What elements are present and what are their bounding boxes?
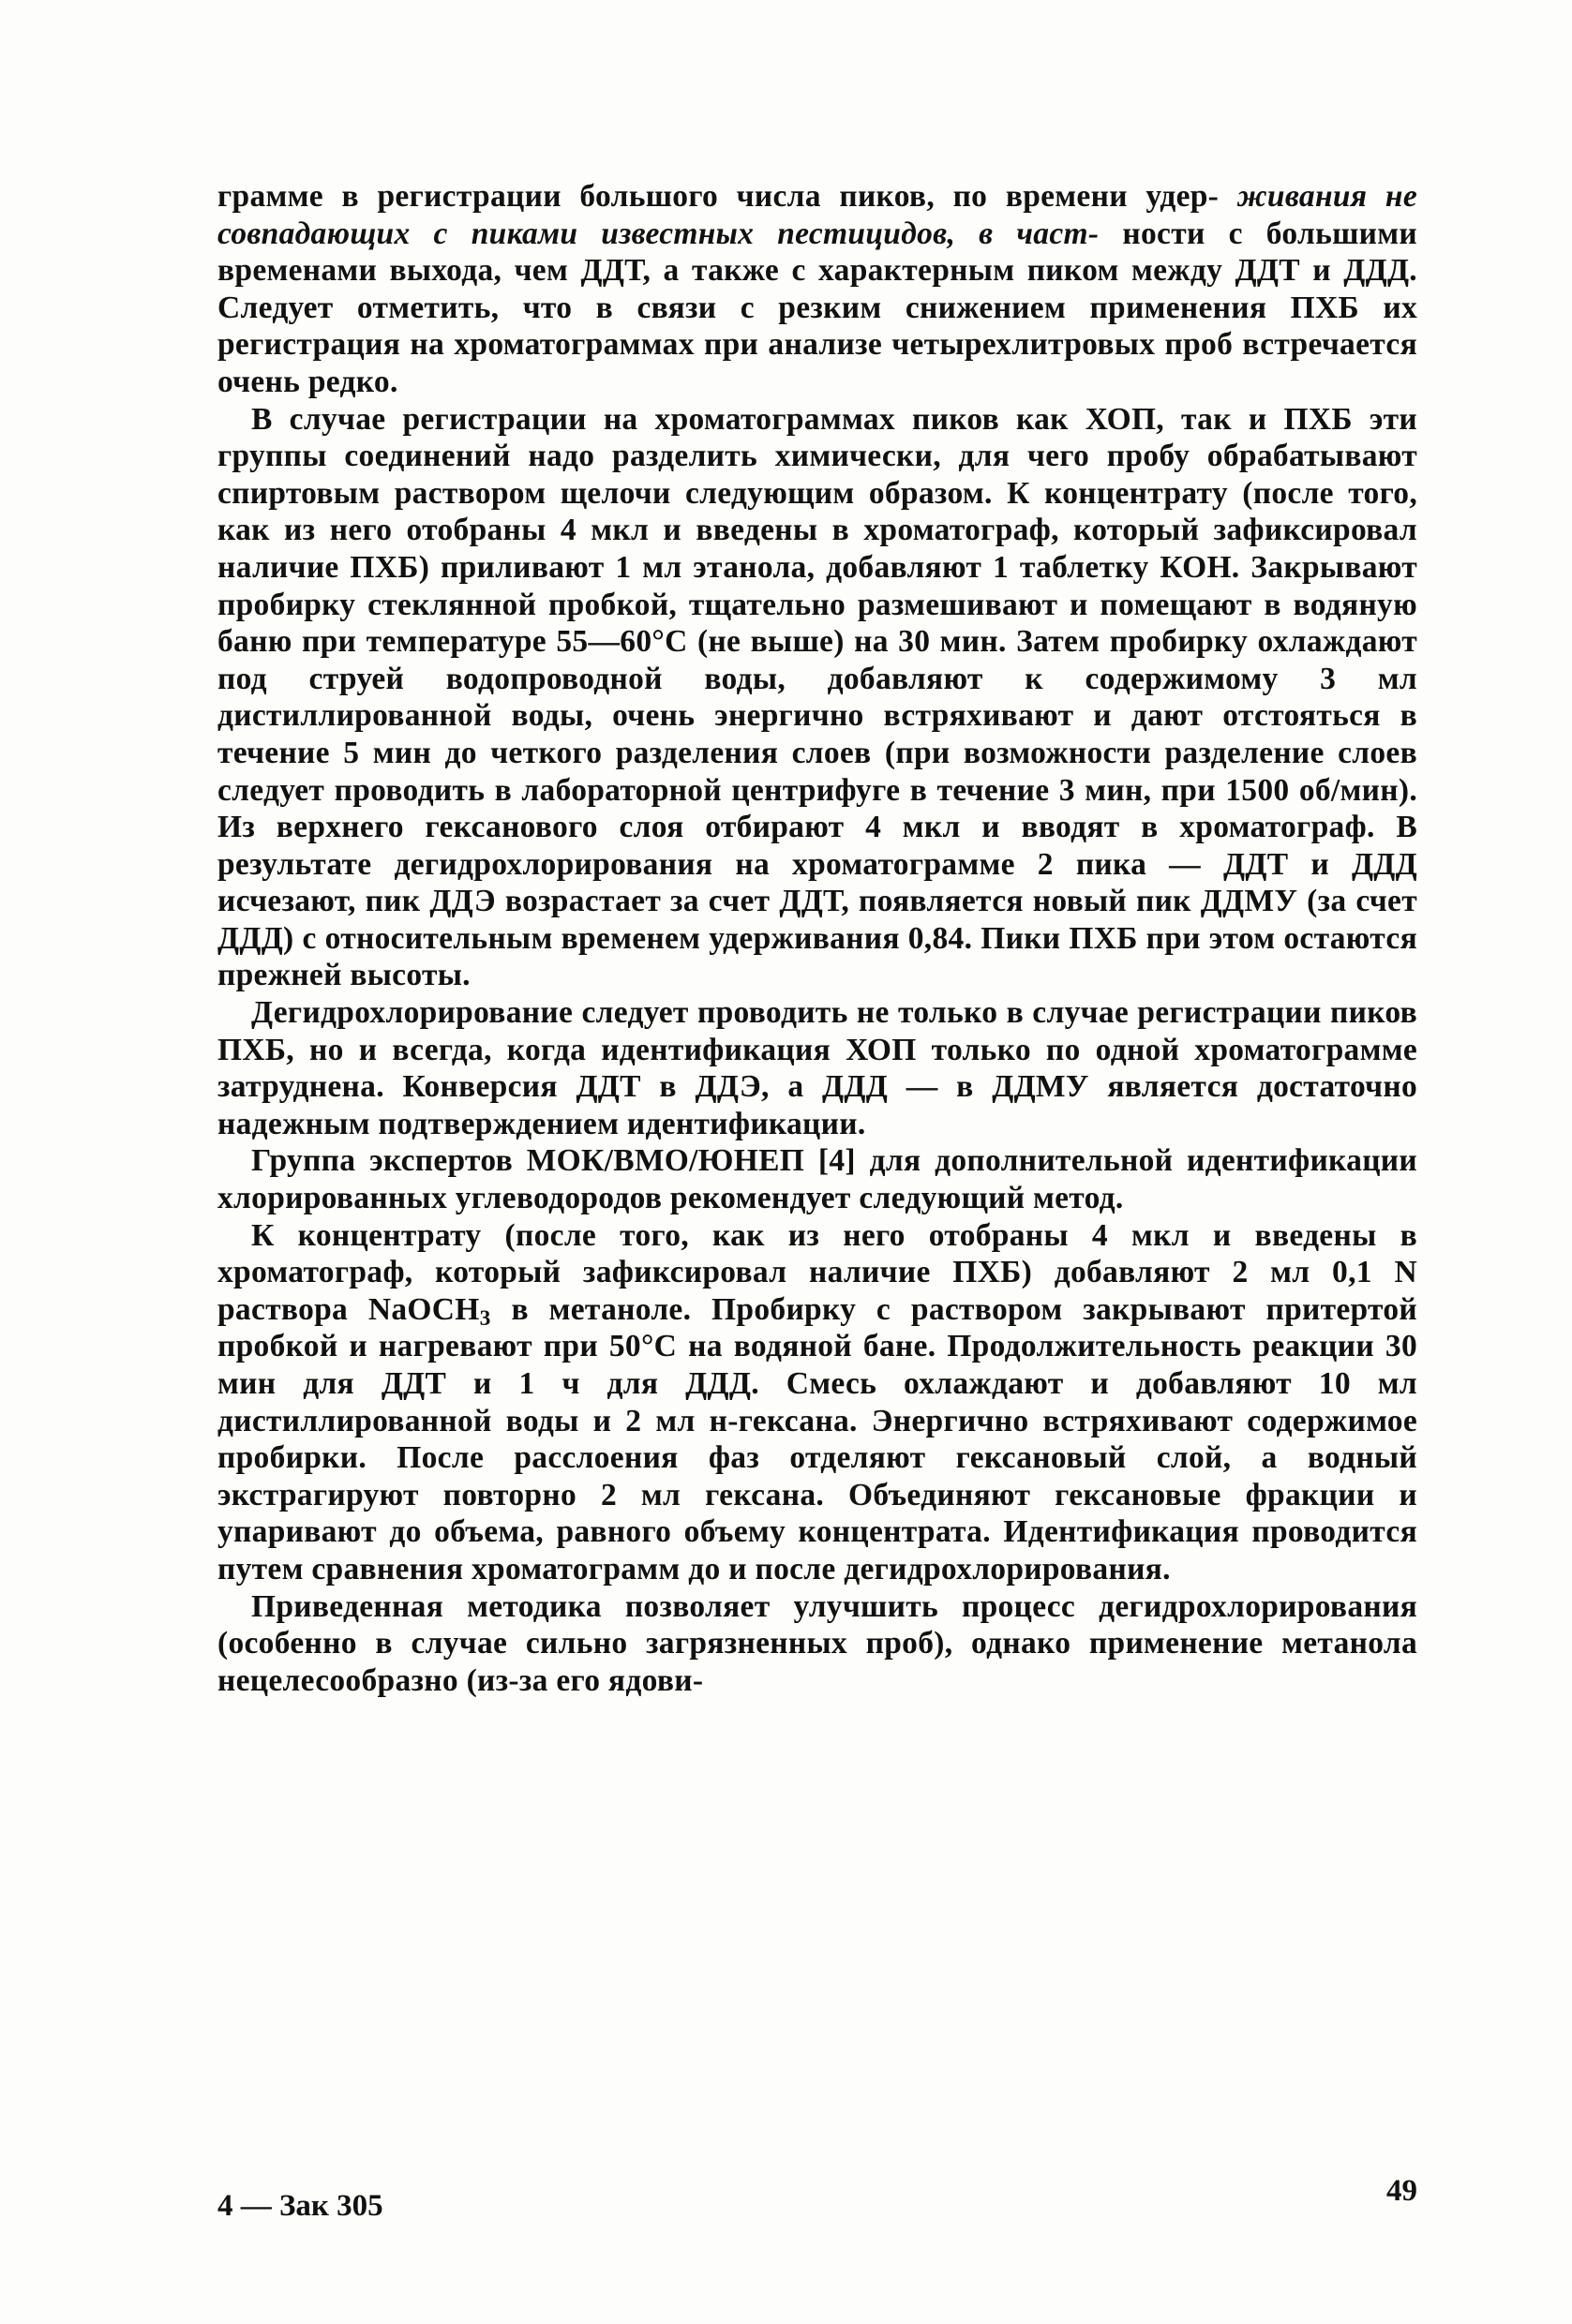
paragraph-dehydrochlorination-usage xyxy=(217,994,1417,1142)
paragraph-continuation xyxy=(217,178,1417,401)
paragraph-dehydrochlorination-method xyxy=(217,401,1417,995)
paragraph-text: В случае регистрации на хроматограммах пиков как ХОП, так и ПХБ эти группы соединений надо разделить химически, для чего пробу обрабатывают спиртовым раствором щелочи следующим образом. К концентрату (после того, как из него отобраны 4 мкл и введены в хроматограф, который зафиксировал наличие ПХБ) приливают 1 мл этанола, добавляют 1 таблетку КОН. Закрывают пробирку стеклянной пробкой, тщательно размешивают и помещают в водяную баню при температуре 55—60°С (не выше) на 30 мин. Затем пробирку охлаждают под струей водопроводной воды, добавляют к содержимому 3 мл дистиллированной воды, очень энергично встряхивают и дают отстояться в течение 5 мин до четкого разделения слоев (при возможности разделение слоев следует проводить в лабораторной центрифуге в течение 3 мин, при 1500 об/мин). Из верхнего гексанового слоя отбирают 4 мкл и вводят в хроматограф. В результате дегидрохлорирования на хроматограмме 2 пика — ДДТ и ДДД исчезают, пик ДДЭ возрастает за счет ДДТ, появляется новый пик ДДМУ (за счет ДДД) с относительным временем удерживания 0,84. Пики ПХБ при этом остаются прежней высоты. xyxy=(217,401,1417,993)
page-number: 49 xyxy=(1386,2174,1417,2208)
paragraph-text-after-subscript: в метаноле. Пробирку с раствором закрывают притертой пробкой и нагревают при 50°С на водяной бане. Продолжительность реакции 30 мин для ДДТ и 1 ч для ДДД. Смесь охлаждают и добавляют 10 мл дистиллированной воды и 2 мл н-гексана. Энергично встряхивают содержимое пробирки. После расслоения фаз отделяют гексановый слой, а водный экстрагируют повторно 2 мл гексана. Объединяют гексановые фракции и упаривают до объема, равного объему концентрата. Идентификация проводится путем сравнения хроматограмм до и после дегидрохлорирования. xyxy=(217,1291,1417,1587)
body-text xyxy=(217,178,1417,1699)
print-order-mark: 4 — Зак 305 xyxy=(217,2189,383,2223)
paragraph-lead-text: грамме в регистрации большого числа пиков, по времени удер- xyxy=(217,179,1220,214)
paragraph-text: Группа экспертов МОК/ВМО/ЮНЕП [4] для дополнительной идентификации хлорированных углеводородов рекомендует следующий метод. xyxy=(217,1143,1417,1216)
paragraph-text-before-subscript: К концентрату (после того, как из него отобраны 4 мкл и введены в хроматограф, который зафиксировал наличие ПХБ) добавляют 2 мл 0,1 N раствора NaOCH xyxy=(217,1217,1417,1327)
page-footer xyxy=(217,2174,1417,2223)
paragraph-text: ности с большими временами выхода, чем ДДТ, а также с характерным пиком между ДДТ и ДДД. Следует отметить, что в связи с резким снижением применения ПХБ их регистрация на хроматограммах при анализе четырехлитровых проб встречается очень редко. xyxy=(217,216,1417,399)
paragraph-methanol-procedure xyxy=(217,1217,1417,1588)
paragraph-italic-text: живания не совпадающих с пиками известных пестицидов, в част- xyxy=(217,179,1417,251)
paragraph-text: Приведенная методика позволяет улучшить процесс дегидрохлорирования (особенно в случае сильно загрязненных проб), однако применение метанола нецелесообразно (из-за его ядови- xyxy=(217,1588,1417,1698)
paragraph-text: Дегидрохлорирование следует проводить не только в случае регистрации пиков ПХБ, но и всегда, когда идентификация ХОП только по одной хроматограмме затруднена. Конверсия ДДТ в ДДЭ, а ДДД — в ДДМУ является достаточно надежным подтверждением идентификации. xyxy=(217,995,1417,1141)
paragraph-expert-group xyxy=(217,1142,1417,1216)
chemical-subscript: 3 xyxy=(479,1305,491,1331)
paragraph-method-evaluation xyxy=(217,1588,1417,1700)
